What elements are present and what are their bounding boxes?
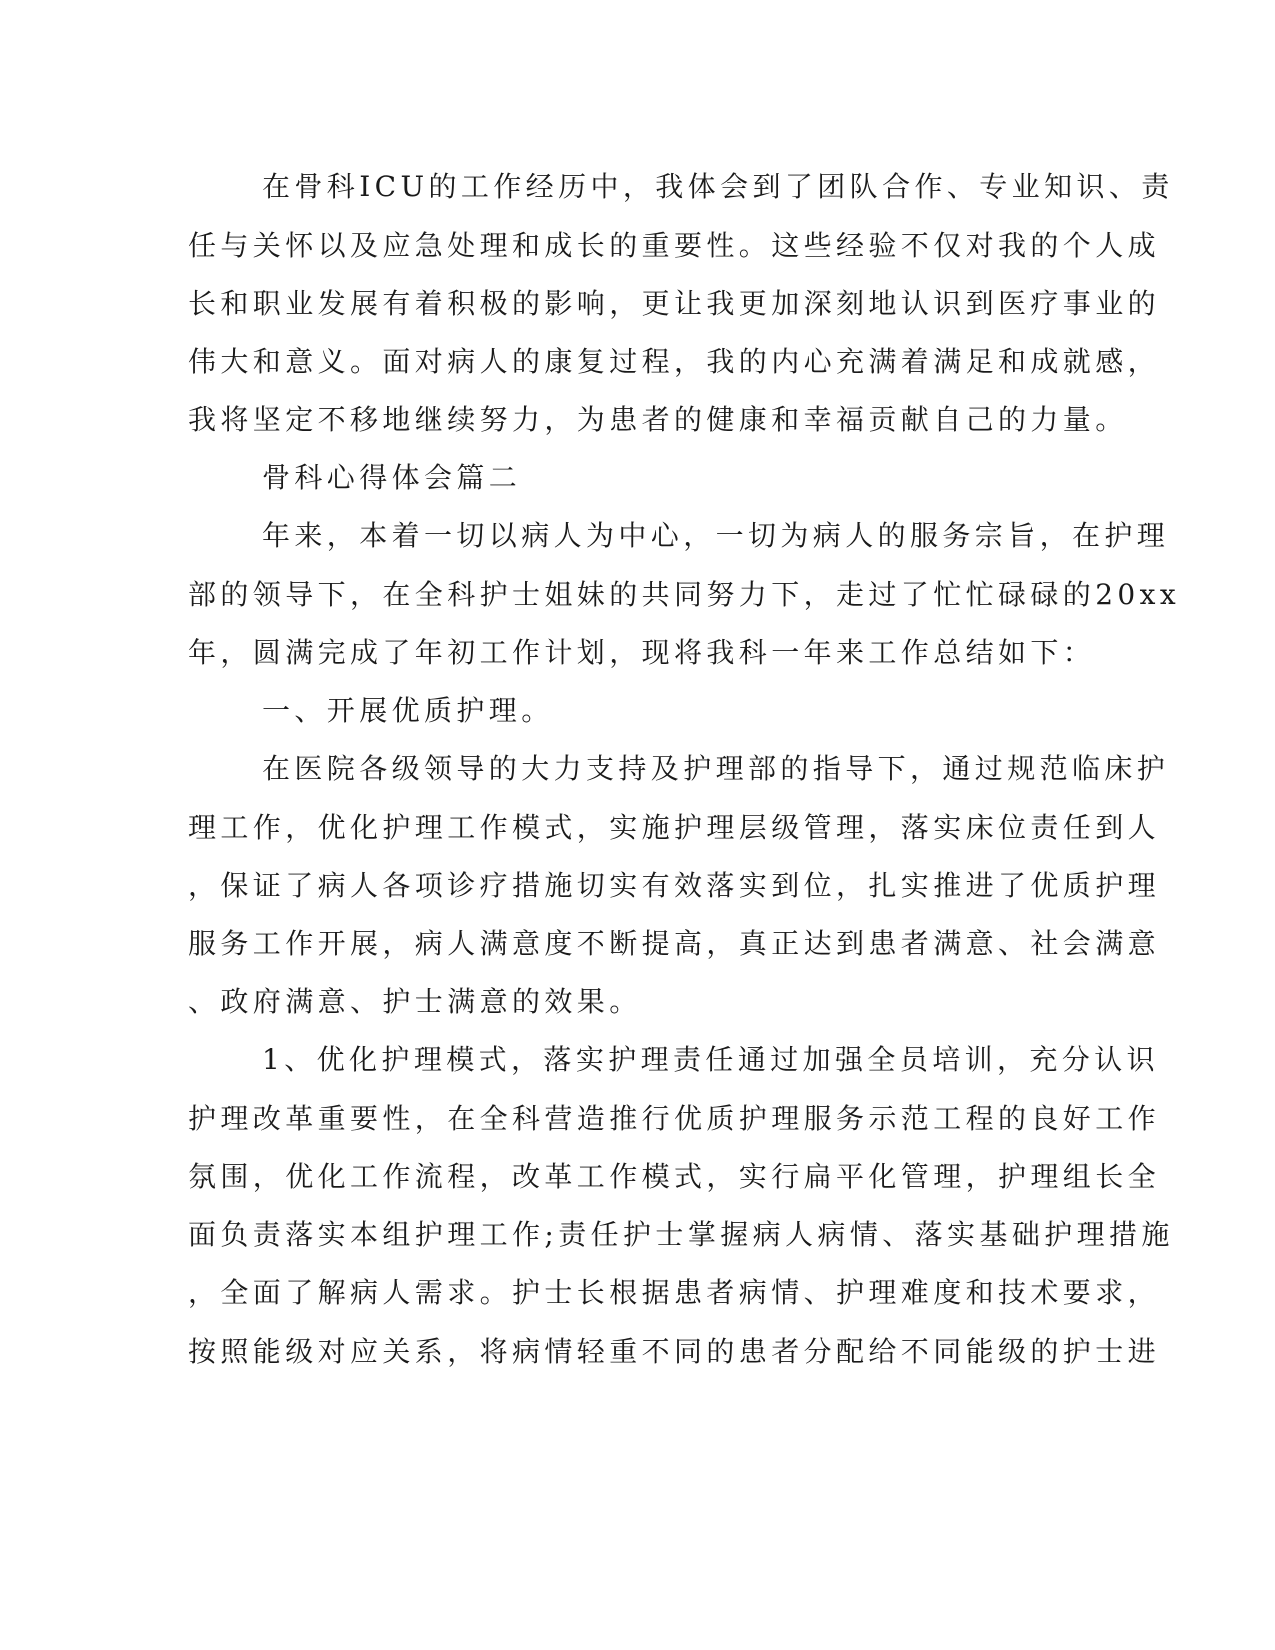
text-line: 、政府满意、护士满意的效果。 [188, 985, 642, 1018]
text-line: 1、优化护理模式，落实护理责任通过加强全员培训，充分认识 [262, 1043, 1160, 1076]
text-line: 年来，本着一切以病人为中心，一切为病人的服务宗旨，在护理 [262, 519, 1170, 552]
text-line: 伟大和意义。面对病人的康复过程，我的内心充满着满足和成就感， [188, 345, 1161, 378]
text-line: 任与关怀以及应急处理和成长的重要性。这些经验不仅对我的个人成 [188, 229, 1161, 262]
text-line: 面负责落实本组护理工作;责任护士掌握病人病情、落实基础护理措施 [188, 1218, 1174, 1251]
section-heading: 骨科心得体会篇二 [262, 461, 522, 494]
text-line: 我将坚定不移地继续努力，为患者的健康和幸福贡献自己的力量。 [188, 403, 1128, 436]
text-line: 在医院各级领导的大力支持及护理部的指导下，通过规范临床护 [262, 752, 1170, 785]
text-line: 服务工作开展，病人满意度不断提高，真正达到患者满意、社会满意 [188, 927, 1161, 960]
text-line: ，全面了解病人需求。护士长根据患者病情、护理难度和技术要求， [188, 1276, 1161, 1309]
text-line: ，保证了病人各项诊疗措施切实有效落实到位，扎实推进了优质护理 [188, 869, 1161, 902]
text-line: 年，圆满完成了年初工作计划，现将我科一年来工作总结如下： [188, 636, 1096, 669]
text-line: 长和职业发展有着积极的影响，更让我更加深刻地认识到医疗事业的 [188, 287, 1161, 320]
text-line: 部的领导下，在全科护士姐妹的共同努力下，走过了忙忙碌碌的20xx [188, 578, 1181, 611]
text-line: 氛围，优化工作流程，改革工作模式，实行扁平化管理，护理组长全 [188, 1160, 1161, 1193]
text-line: 理工作，优化护理工作模式，实施护理层级管理，落实床位责任到人 [188, 811, 1161, 844]
text-line: 在骨科ICU的工作经历中，我体会到了团队合作、专业知识、责 [262, 170, 1174, 203]
subsection-heading: 一、开展优质护理。 [262, 694, 554, 727]
text-line: 按照能级对应关系，将病情轻重不同的患者分配给不同能级的护士进 [188, 1335, 1161, 1368]
text-line: 护理改革重要性，在全科营造推行优质护理服务示范工程的良好工作 [188, 1102, 1161, 1135]
